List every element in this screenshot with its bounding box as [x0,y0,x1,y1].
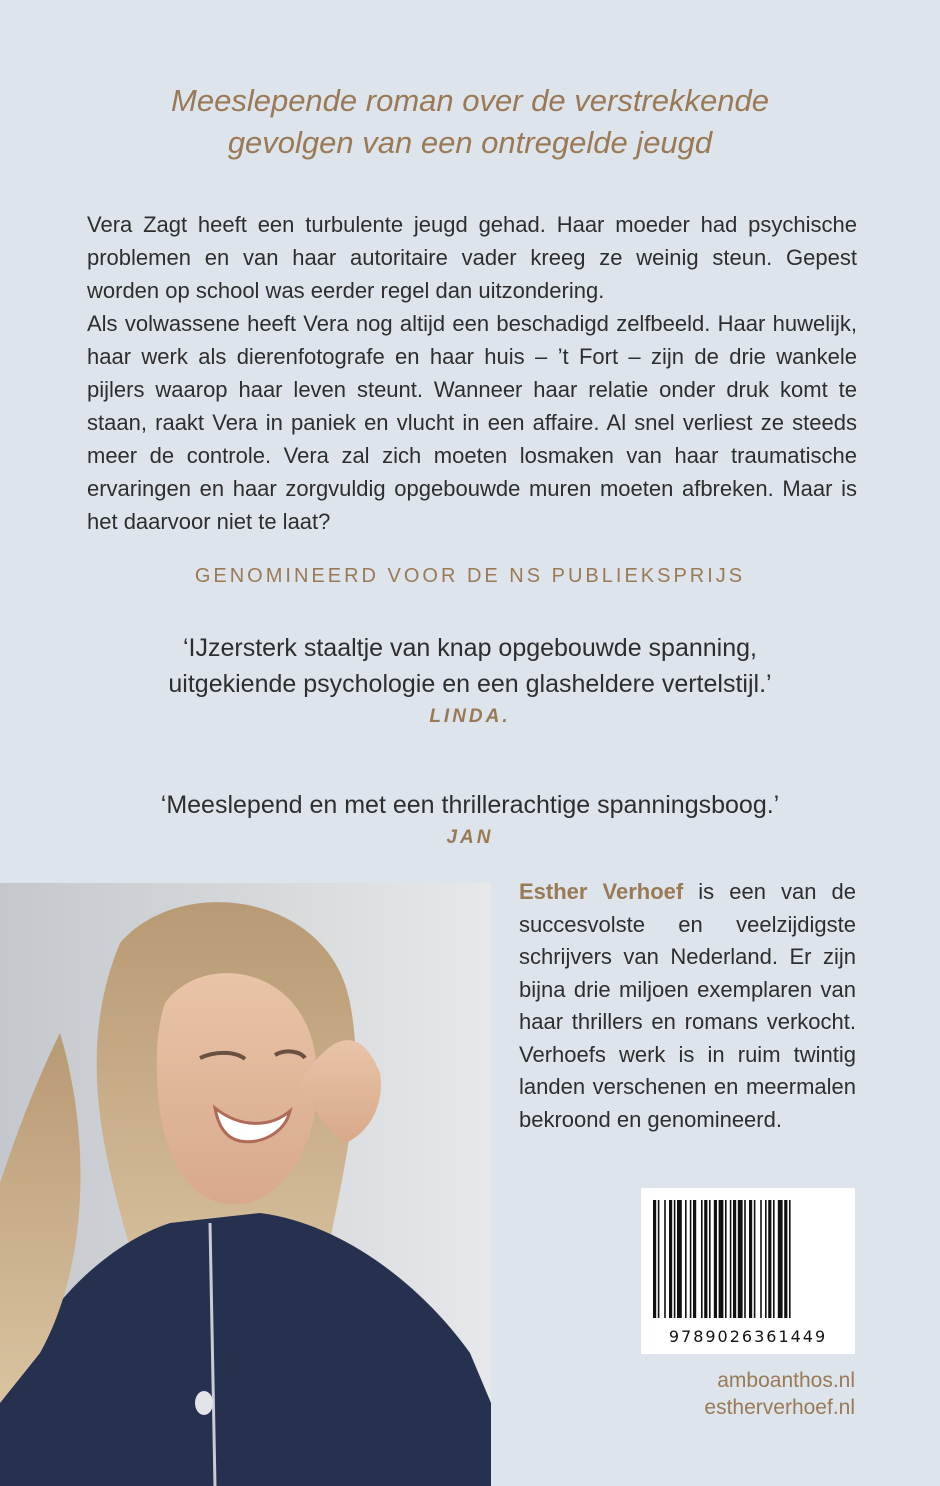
barcode-bar [669,1200,672,1318]
barcode-bar [677,1200,682,1318]
synopsis [87,208,857,538]
barcode [641,1188,855,1354]
synopsis-paragraph-1: Vera Zagt heeft een turbulente jeugd gehad. Haar moeder had psychische problemen en van haar autoritaire vader kreeg ze weinig steun. Gepest worden op school was eerder regel dan uitzondering. [87,212,857,303]
barcode-bar [701,1200,703,1318]
review-quote-jan [0,787,940,853]
barcode-bar [674,1200,676,1318]
barcode-bar [685,1200,687,1318]
barcode-bar [778,1200,783,1318]
barcode-bar [664,1200,666,1318]
barcode-bar [749,1200,752,1318]
barcode-bar [760,1200,762,1318]
barcode-bar [690,1200,692,1318]
barcode-bar [768,1200,771,1318]
publisher-website-link[interactable]: amboanthos.nl [717,1369,855,1392]
quote-source: LINDA. [429,706,511,727]
barcode-bar [709,1200,711,1318]
isbn-number: 9789026361449 [668,1327,828,1346]
barcode-bar [658,1200,660,1318]
barcode-bar [754,1200,756,1318]
barcode-bar [733,1200,736,1318]
nomination-heading: GENOMINEERD VOOR DE NS PUBLIEKSPRIJS [194,565,746,587]
quote-source: JAN [446,827,494,848]
author-bio [519,876,856,1136]
barcode-bar [738,1200,743,1318]
review-quote-linda [0,630,940,732]
barcode-bar [704,1200,707,1318]
barcode-bar [784,1200,787,1318]
barcode-bar [773,1200,775,1318]
quote-line-1: ‘Meeslepend en met een thrillerachtige spanningsboog.’ [160,791,780,819]
barcode-bar [789,1200,791,1318]
quote-line-1: ‘IJzersterk staaltje van knap opgebouwde spanning, [183,634,757,662]
barcode-bar [714,1200,717,1318]
author-photo [0,883,491,1486]
quote-line-2: uitgekiende psychologie en een glasheldere vertelstijl.’ [168,670,772,698]
barcode-bar [693,1200,696,1318]
barcode-bar [719,1200,724,1318]
tagline-line-1: Meeslepende roman over de verstrekkende [171,83,769,118]
barcode-bar [653,1200,656,1318]
tagline-line-2: gevolgen van een ontregelde jeugd [227,125,713,160]
barcode-bar [765,1200,767,1318]
synopsis-paragraph-2: Als volwassene heeft Vera nog altijd een beschadigd zelfbeeld. Haar huwelijk, haar werk als dierenfotografe en haar huis – ’t Fort – zijn de drie wankele pijlers waarop haar leven steunt. Wanneer haar relatie onder druk komt te staan, raakt Vera in paniek en vlucht in een affaire. Al snel verliest ze steeds meer de controle. Vera zal zich moeten losmaken van haar traumatische ervaringen en haar zorgvuldig opgebouwde muren moeten afbreken. Maar is het daarvoor niet te laat? [87,311,857,534]
author-website-link[interactable]: estherverhoef.nl [704,1396,855,1419]
barcode-bar [744,1200,746,1318]
websites [640,1367,855,1421]
author-name: Esther Verhoef [519,879,684,904]
author-bio-text: is een van de succesvolste en veelzijdigste schrijvers van Nederland. Er zijn bijna drie miljoen exemplaren van haar thrillers en romans verkocht. Verhoefs werk is in ruim twintig landen verschenen en meermalen bekroond en genomineerd. [519,879,857,1132]
author-portrait-illustration [0,883,491,1486]
tagline [0,80,940,164]
barcode-bar [730,1200,732,1318]
barcode-bar [725,1200,727,1318]
